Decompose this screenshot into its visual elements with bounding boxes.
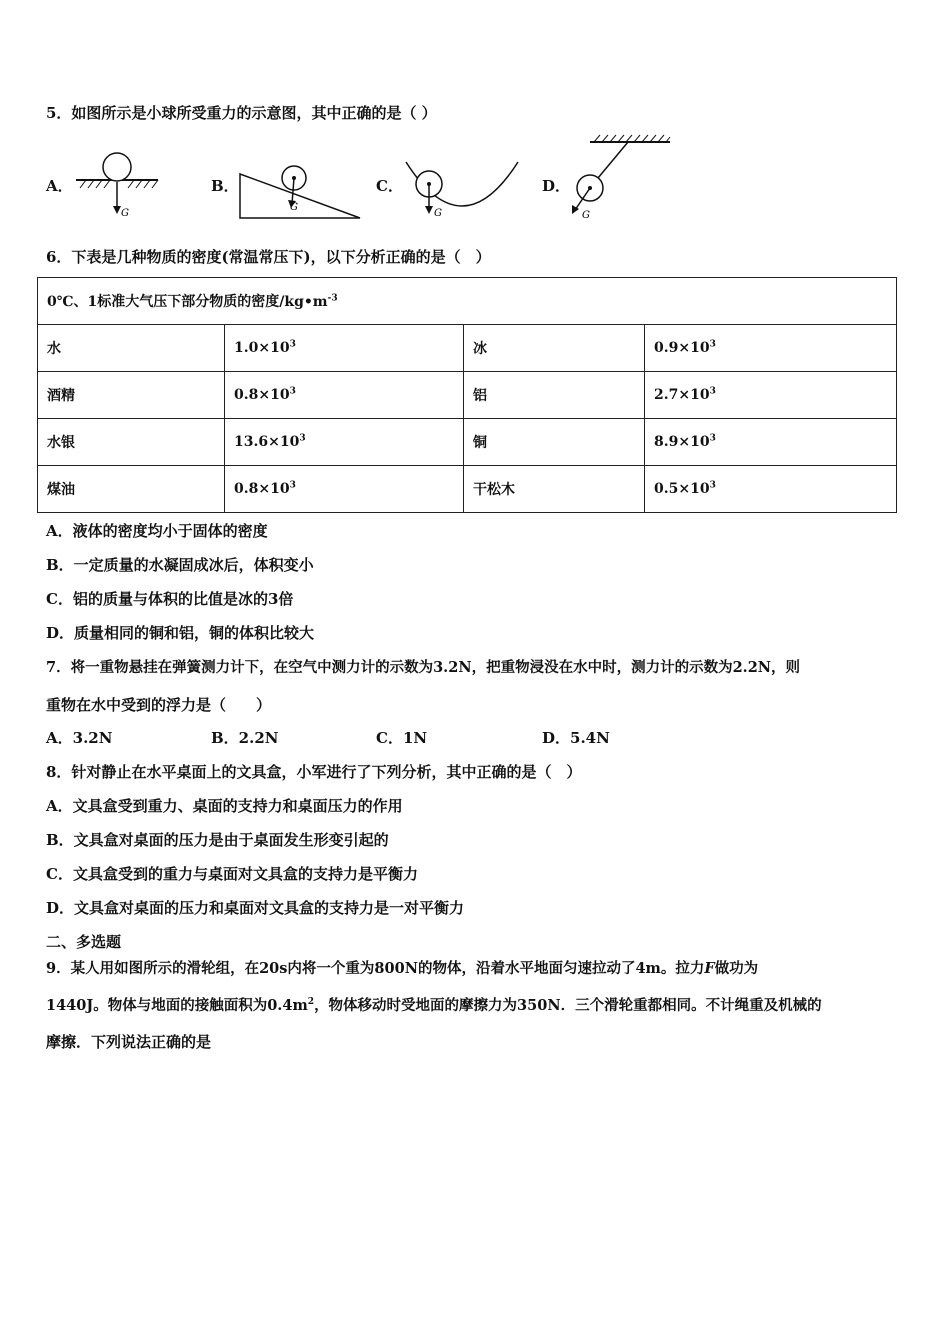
q5-figure-a: [72, 148, 162, 223]
q5-d-force-label: G: [582, 210, 590, 221]
q5-figure-b: [236, 152, 366, 222]
q7-option-c: C．1N: [376, 729, 428, 747]
q6-option-a: A．液体的密度均小于固体的密度: [46, 522, 268, 540]
q5-c-force-label: G: [434, 208, 442, 219]
q5-figure-c: [402, 150, 522, 222]
q5-figure-d: [566, 132, 674, 224]
q6-stem: 6．下表是几种物质的密度(常温常压下)，以下分析正确的是（ ）: [46, 248, 491, 266]
q9-line3: 摩擦．下列说法正确的是: [46, 1033, 212, 1051]
section-title: 二、多选题: [46, 933, 122, 951]
q7-option-b: B．2.2N: [211, 729, 279, 747]
q5-option-a-label: A．: [46, 177, 73, 195]
q8-option-d: D．文具盒对桌面的压力和桌面对文具盒的支持力是一对平衡力: [46, 899, 465, 917]
table-row: 煤油 $0.8\times 10^3$ 干松木 $0.5\times 10^3$: [38, 466, 897, 513]
q5-stem: 5．如图所示是小球所受重力的示意图，其中正确的是（ ）: [46, 104, 437, 122]
q7-option-a: A．3.2N: [46, 729, 113, 747]
q5-a-force-label: G: [121, 208, 129, 219]
q8-stem: 8．针对静止在水平桌面上的文具盒，小军进行了下列分析，其中正确的是（ ）: [46, 763, 582, 781]
q5-option-c-label: C．: [376, 177, 403, 195]
q5-option-b-label: B．: [211, 177, 239, 195]
q5-option-d-label: D．: [542, 177, 571, 195]
table-row: 水银 $13.6\times 10^3$ 铜 $8.9\times 10^3$: [38, 419, 897, 466]
density-table-caption: 0℃、1标准大气压下部分物质的密度$/kg•m^{-3}$: [38, 278, 897, 325]
q6-option-d: D．质量相同的铜和铝，铜的体积比较大: [46, 624, 315, 642]
q7-stem-line1: 7．将一重物悬挂在弹簧测力计下，在空气中测力计的示数为3.2N，把重物浸没在水中时，测力计的示数为2.2N，则: [46, 659, 801, 676]
table-row: 水 $1.0\times 10^3$ 冰 $0.9\times 10^3$: [38, 325, 897, 372]
q7-stem-line2: 重物在水中受到的浮力是（ ）: [46, 696, 272, 714]
q9-line2: 1440J。物体与地面的接触面积为$0.4m^2$，物体移动时受地面的摩擦力为350N．三个滑轮重都相同。不计绳重及机械的: [46, 997, 822, 1014]
q5-b-force-label: G: [290, 202, 298, 213]
q6-option-c: C．铝的质量与体积的比值是冰的3倍: [46, 590, 294, 608]
q7-option-d: D．5.4N: [542, 729, 610, 747]
table-row: 酒精 $0.8\times 10^3$ 铝 $2.7\times 10^3$: [38, 372, 897, 419]
q6-option-b: B．一定质量的水凝固成冰后，体积变小: [46, 556, 314, 574]
q8-option-b: B．文具盒对桌面的压力是由于桌面发生形变引起的: [46, 831, 389, 849]
density-table: [37, 277, 897, 513]
q8-option-c: C．文具盒受到的重力与桌面对文具盒的支持力是平衡力: [46, 865, 418, 883]
q8-option-a: A．文具盒受到重力、桌面的支持力和桌面压力的作用: [46, 797, 403, 815]
q9-line1: 9．某人用如图所示的滑轮组，在20s内将一个重为800N的物体，沿着水平地面匀速拉动了4m。拉力F做功为: [46, 960, 759, 977]
